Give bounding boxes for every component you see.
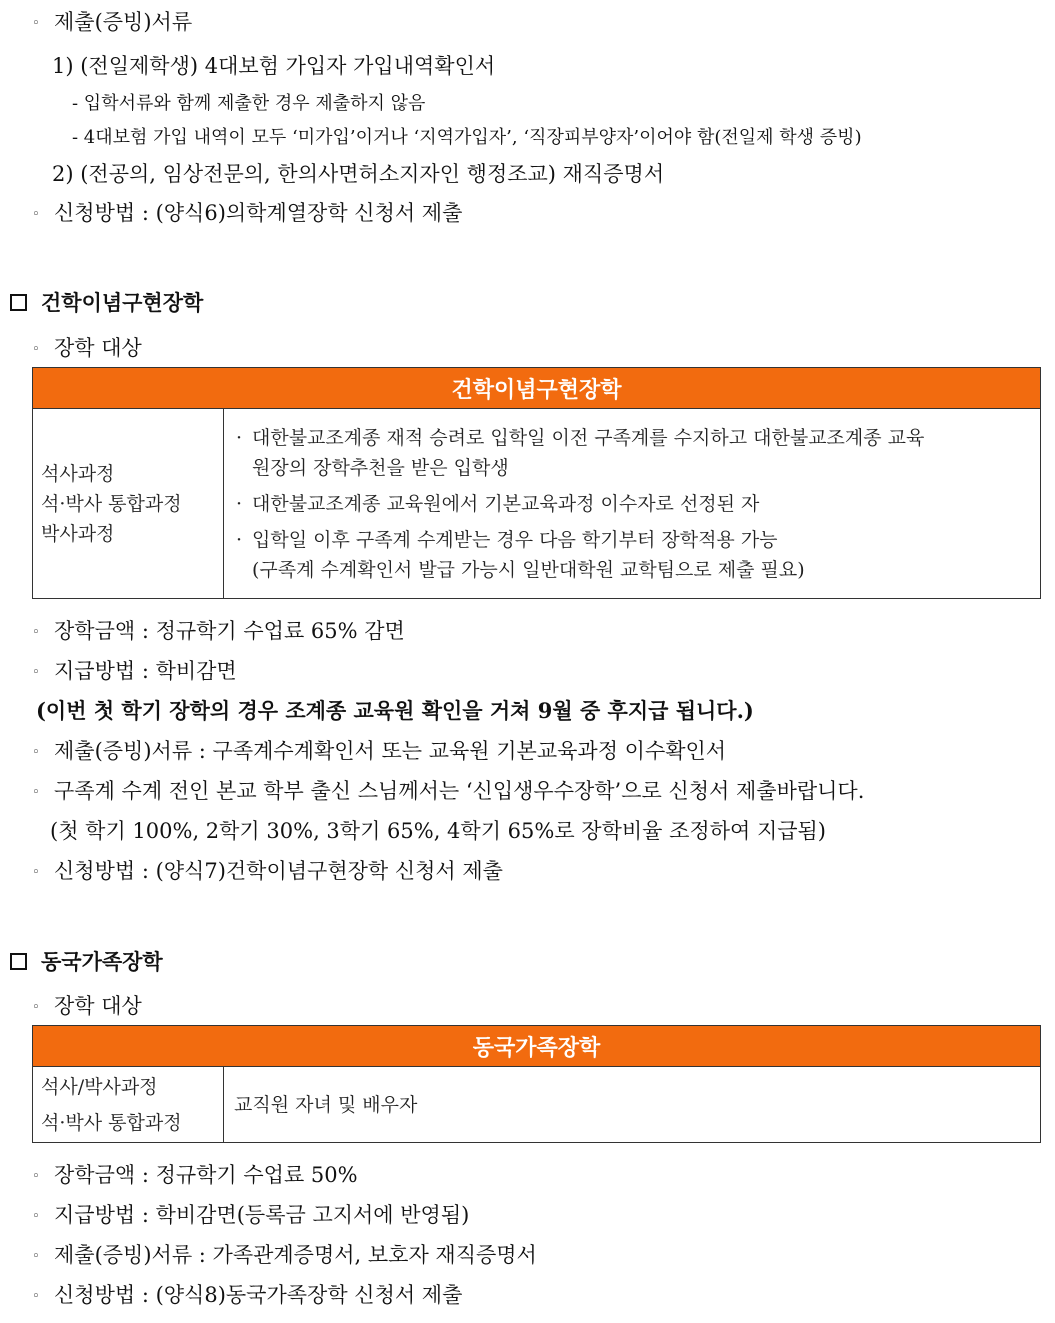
section-title-family [10,948,163,976]
docs-item-2: 2) (전공의, 임상전문의, 한의사면허소지자인 행정조교) 재직증명서 [52,162,665,186]
criteria-item-cont: (구족계 수계확인서 발급 가능시 일반대학원 교학팀으로 제출 필요) [252,558,805,581]
docs-label: 제출(증빙)서류 [54,10,193,34]
payment-line-2: ◦ 지급방법 : 학비감면(등록금 고지서에 반영됨) [32,1201,469,1231]
apply-text: 신청방법 : (양식6)의학계열장학 신청서 제출 [54,201,463,225]
bullet-icon: ◦ [32,1208,40,1224]
apply-line-1: ◦ 신청방법 : (양식7)건학이념구현장학 신청서 제출 [32,857,503,887]
bullet-icon: ◦ [32,664,40,680]
criteria-item: · 대한불교조계종 재적 승려로 입학일 이전 구족계를 수지하고 대한불교조계종 교육 [236,426,925,449]
bullet-icon: ◦ [32,624,40,640]
bullet-icon: ◦ [32,744,40,760]
eligibility-cell [33,409,224,599]
target-label-line [32,334,142,364]
target-label: 장학 대상 [54,336,142,360]
section-title-text: 건학이념구현장학 [41,290,204,315]
monk-note: (첫 학기 100%, 2학기 30%, 3학기 65%, 4학기 65%로 장학비율 조정하여 지급됨) [50,819,826,843]
amount-line-2: ◦ 장학금액 : 정규학기 수업료 50% [32,1161,358,1191]
criteria-item: · 입학일 이후 구족계 수계받는 경우 다음 학기부터 장학적용 가능 [236,528,778,551]
target-label-line-2: ◦ 장학 대상 [32,992,142,1022]
criteria-text: 교직원 자녀 및 배우자 [234,1093,418,1116]
table-header: 동국가족장학 [33,1026,1041,1067]
payment-note: (이번 첫 학기 장학의 경우 조계종 교육원 확인을 거쳐 9월 중 후지급 됩니다.) [36,698,754,723]
checkbox-icon [10,294,27,311]
program-label: 석사과정 [41,462,115,485]
apply-line-2: ◦ 신청방법 : (양식8)동국가족장학 신청서 제출 [32,1281,462,1311]
program-label: 박사과정 [41,522,115,545]
docs-line [32,8,192,38]
bullet-icon: ◦ [32,1168,40,1184]
docs-item-1-sub-2: - 4대보험 가입 내역이 모두 ‘미가입’이거나 ‘지역가입자’, ‘직장피부양자’이어야 함(전일제 학생 증빙) [72,127,862,148]
checkbox-icon [10,953,27,970]
program-label: 석사/박사과정 [41,1075,158,1098]
bullet-icon: ◦ [32,15,40,31]
docs-item-1: 1) (전일제학생) 4대보험 가입자 가입내역확인서 [52,54,496,78]
section-title-text: 동국가족장학 [41,949,163,974]
table-header: 건학이념구현장학 [33,368,1041,409]
payment-line-1: ◦ 지급방법 : 학비감면 [32,657,237,687]
bullet-icon: ◦ [32,1248,40,1264]
scholarship-table-founding [32,367,1041,599]
eligibility-cell [33,1067,224,1143]
bullet-icon: ◦ [32,1288,40,1304]
monk-line: ◦ 구족계 수계 전인 본교 학부 출신 스님께서는 ‘신입생우수장학’으로 신청서 제출바랍니다. [32,777,864,807]
docs-line-1: ◦ 제출(증빙)서류 : 구족계수계확인서 또는 교육원 기본교육과정 이수확인서 [32,737,726,767]
apply-line-0 [32,199,462,229]
bullet-icon: ◦ [32,341,40,357]
bullet-icon: ◦ [32,999,40,1015]
docs-line-2: ◦ 제출(증빙)서류 : 가족관계증명서, 보호자 재직증명서 [32,1241,537,1271]
docs-item-1-sub-1: - 입학서류와 함께 제출한 경우 제출하지 않음 [72,93,426,114]
criteria-cell [224,409,1041,599]
scholarship-table-family [32,1025,1041,1143]
bullet-icon: ◦ [32,206,40,222]
criteria-item-cont: 원장의 장학추천을 받은 입학생 [252,456,509,479]
bullet-icon: ◦ [32,784,40,800]
section-title-founding [10,289,203,317]
bullet-icon: ◦ [32,864,40,880]
program-label: 석·박사 통합과정 [41,1111,182,1134]
criteria-cell [224,1067,1041,1143]
amount-line-1: ◦ 장학금액 : 정규학기 수업료 65% 감면 [32,617,405,647]
program-label: 석·박사 통합과정 [41,492,182,515]
criteria-item: · 대한불교조계종 교육원에서 기본교육과정 이수자로 선정된 자 [236,492,760,515]
